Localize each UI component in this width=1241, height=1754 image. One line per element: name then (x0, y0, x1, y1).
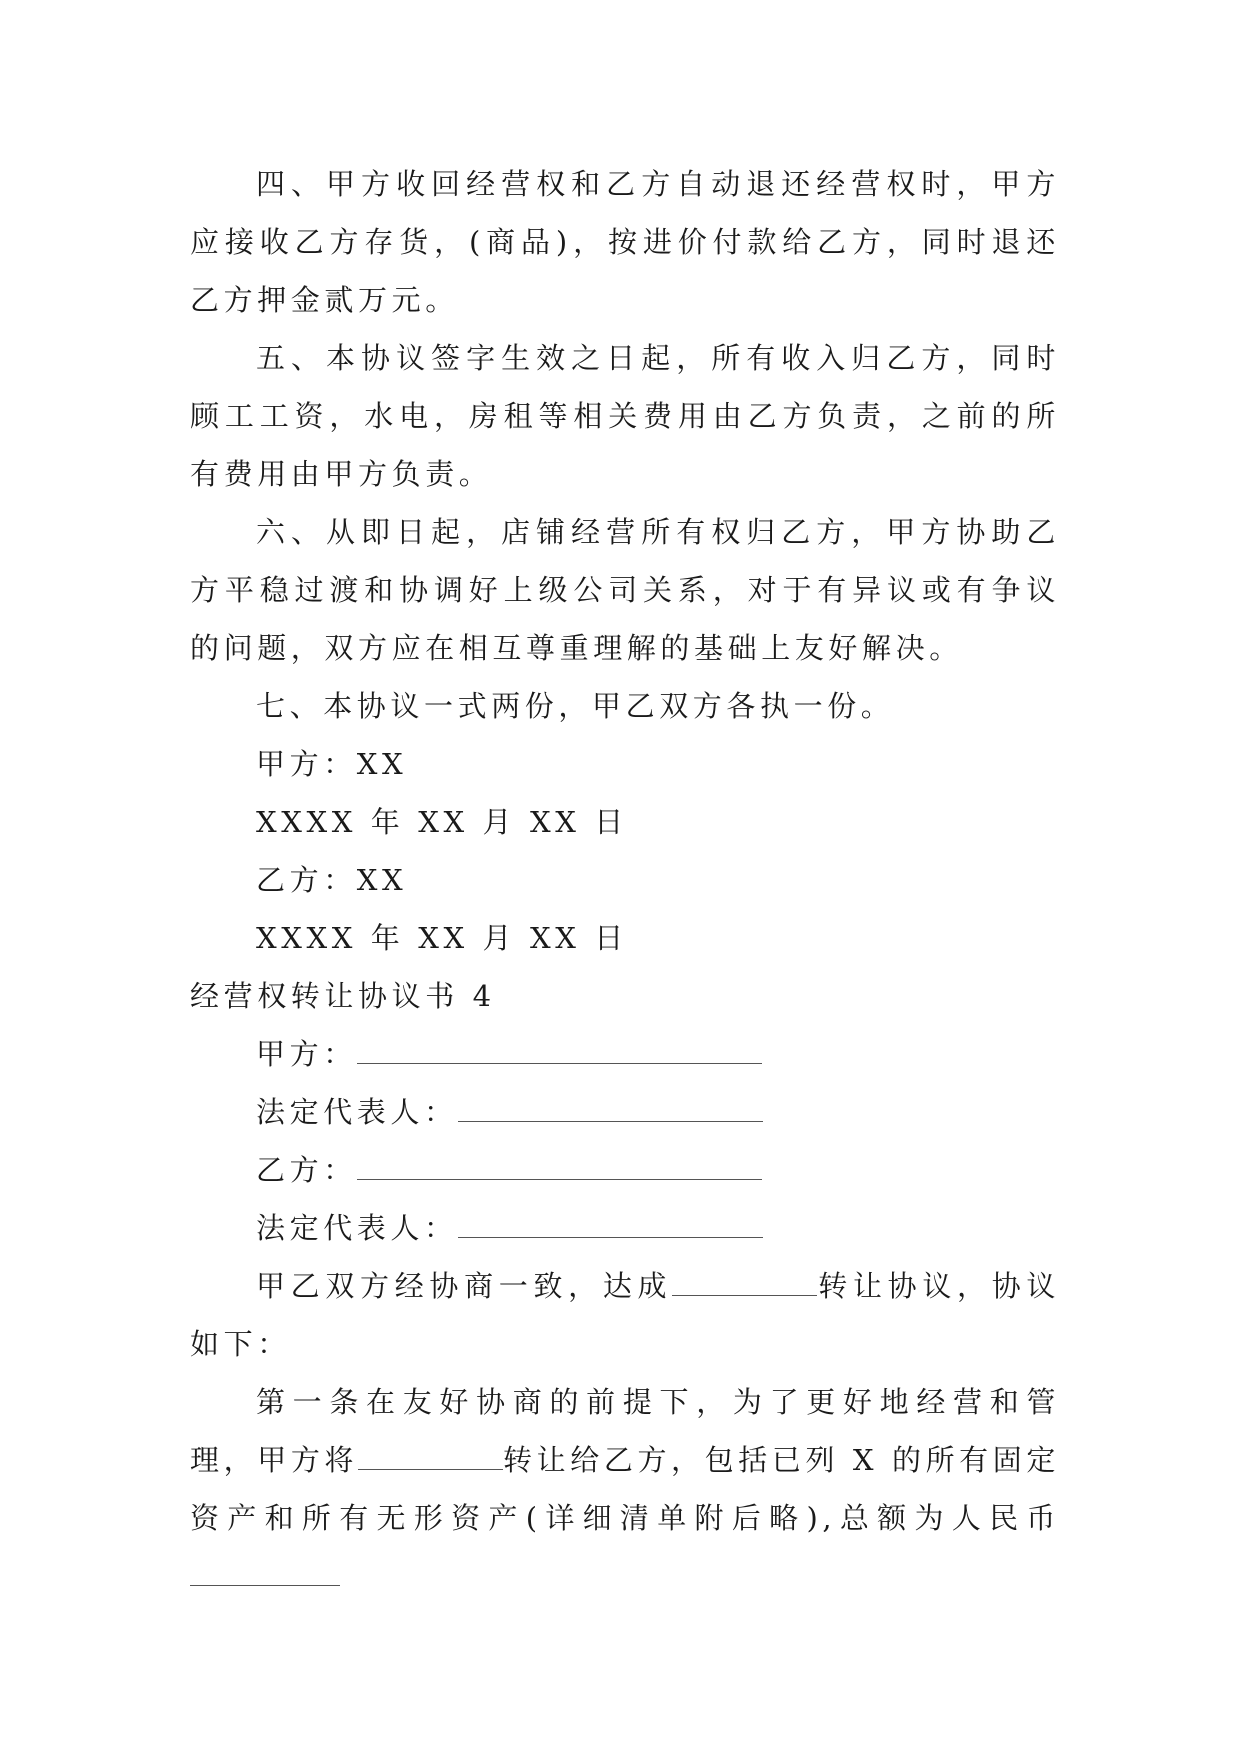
signature-party-a-date: XXXX 年 XX 月 XX 日 (256, 805, 628, 839)
form-row-party-b (190, 1141, 1060, 1199)
party-a-rep-blank (458, 1091, 763, 1122)
section-title: 经营权转让协议书 4 (190, 979, 496, 1013)
article-one-part2: 转让给乙方，包括已列 X 的所有固定资产和所有无形资产(详细清单附后略),总额为人民币 (190, 1443, 1060, 1535)
form-row-party-b-rep (190, 1199, 1060, 1257)
signature-party-a: 甲方：XX (256, 747, 408, 781)
party-b-rep-blank (458, 1207, 763, 1238)
party-b-label: 乙方： (256, 1153, 357, 1187)
document-body (190, 155, 1060, 1605)
signature-party-b: 乙方：XX (256, 863, 408, 897)
party-a-rep-label: 法定代表人： (256, 1095, 458, 1129)
intro-text-before: 甲乙双方经协商一致，达成 (256, 1269, 673, 1303)
amount-blank (190, 1555, 340, 1586)
article-one (190, 1373, 1060, 1605)
agreement-type-blank (672, 1265, 817, 1296)
clause-four: 四、甲方收回经营权和乙方自动退还经营权时，甲方应接收乙方存货，(商品)，按进价付款给乙方，同时退还乙方押金贰万元。 (190, 167, 1060, 317)
clause-five: 五、本协议签字生效之日起，所有收入归乙方，同时顾工工资，水电，房租等相关费用由乙方负责，之前的所有费用由甲方负责。 (190, 341, 1060, 491)
form-row-party-a (190, 1025, 1060, 1083)
party-b-blank (357, 1149, 762, 1180)
party-a-label: 甲方： (256, 1037, 357, 1071)
transfer-object-blank (358, 1439, 503, 1470)
intro-text-after: 转让协议，协议如下： (190, 1269, 1061, 1361)
party-a-blank (357, 1033, 762, 1064)
party-b-rep-label: 法定代表人： (256, 1211, 458, 1245)
signature-party-b-date: XXXX 年 XX 月 XX 日 (256, 921, 628, 955)
intro-paragraph (190, 1257, 1060, 1373)
clause-seven: 七、本协议一式两份，甲乙双方各执一份。 (256, 689, 895, 723)
clause-six: 六、从即日起，店铺经营所有权归乙方，甲方协助乙方平稳过渡和协调好上级公司关系，对于有异议或有争议的问题，双方应在相互尊重理解的基础上友好解决。 (190, 515, 1060, 665)
form-row-party-a-rep (190, 1083, 1060, 1141)
article-one-part1: 第一条在友好协商的前提下，为了更好地经营和管理，甲方将 (190, 1385, 1060, 1477)
